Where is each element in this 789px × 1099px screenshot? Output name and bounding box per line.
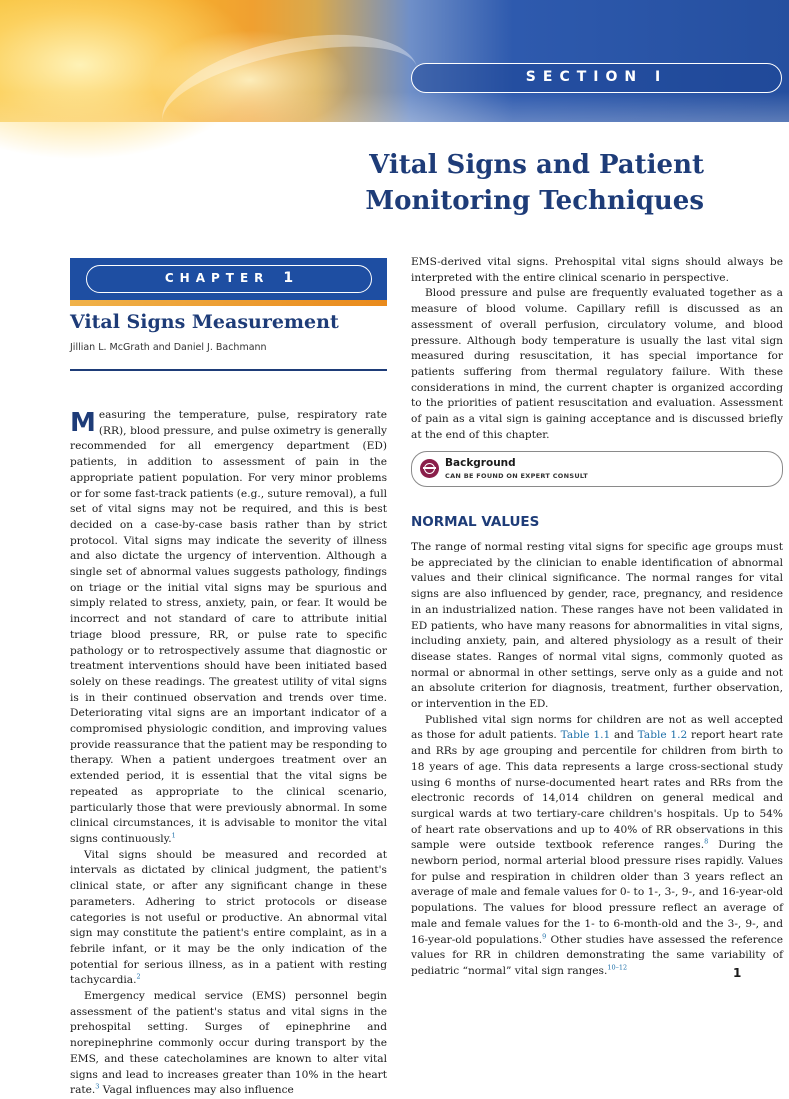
- background-title: Background: [445, 457, 516, 469]
- intro-paragraph: [70, 408, 387, 848]
- paragraph-text: Other studies have assessed the reference values for RR in children demonstrating the same variability of pediatric “normal” vital sign ranges.: [411, 933, 784, 977]
- citation-ref[interactable]: 3: [95, 1082, 100, 1091]
- body-paragraph: [70, 989, 387, 1099]
- normal-values-heading: NORMAL VALUES: [411, 514, 540, 530]
- background-subtitle: CAN BE FOUND ON EXPERT CONSULT: [445, 472, 588, 480]
- body-paragraph: Blood pressure and pulse are frequently evaluated together as a measure of blood volume. Capillary refill is discussed as an assessment of overall perfusion, circulatory volume, and blood pressure. Although body temperature is usually the last vital sign measured during resuscitation, it has special importance for patients suffering from thermal regulatory failure. With these considerations in mind, the current chapter is organized according to the priorities of patient resuscitation and evaluation. Assessment of pain as a vital sign is gaining acceptance and is discussed briefly at the end of this chapter.: [411, 287, 783, 441]
- paragraph-text: and: [610, 729, 638, 742]
- chapter-label-pill: [86, 265, 372, 293]
- section-title-line1: Vital Signs and Patient: [369, 150, 704, 180]
- drop-cap: M: [70, 408, 96, 438]
- right-column-bottom: [411, 540, 783, 980]
- page-number: 1: [733, 966, 742, 980]
- left-column: [70, 408, 387, 1099]
- banner-fade: [0, 92, 789, 122]
- table-link[interactable]: Table 1.2: [637, 729, 688, 742]
- citation-ref[interactable]: 10–12: [607, 963, 628, 972]
- background-callout[interactable]: [411, 451, 783, 487]
- body-paragraph: [70, 848, 387, 989]
- globe-icon: [420, 459, 439, 478]
- table-link[interactable]: Table 1.1: [560, 729, 611, 742]
- citation-ref[interactable]: 1: [171, 831, 176, 840]
- header-banner: [0, 0, 789, 122]
- citation-ref[interactable]: 8: [704, 837, 709, 846]
- chapter-banner-accent: [70, 300, 387, 306]
- paragraph-text: report heart rate and RRs by age grouping and percentile for children from birth to 18 years of age. This data represents a large cross-sectional study using 6 months of nurse-documented heart rates and RRs from the electronic records of 14,014 children on general medical and surgical wards at two tertiary-care children's hospitals. Up to 54% of heart rate observations and up to 40% of RR observations in this sample were outside textbook reference ranges.: [411, 729, 784, 852]
- chapter-banner: [70, 258, 387, 300]
- paragraph-text: Vital signs should be measured and recorded at intervals as dictated by clinical judgment, the patient's clinical state, or after any significant change in these parameters. Adhering to strict protocols or disease categories is not useful or productive. An abnormal vital sign may constitute the patient's entire complaint, as in a febrile infant, or it may be the only indication of the potential for serious illness, as in a patient with resting tachycardia.: [70, 848, 387, 987]
- chapter-rule: [70, 369, 387, 371]
- chapter-number: 1: [283, 270, 294, 286]
- citation-ref[interactable]: 9: [542, 932, 547, 941]
- body-paragraph: EMS-derived vital signs. Prehospital vital signs should always be interpreted with the entire clinical scenario in perspective.: [411, 256, 783, 284]
- citation-ref[interactable]: 2: [136, 972, 141, 981]
- paragraph-text: During the newborn period, normal arterial blood pressure rises rapidly. Values for pulse and respiration in children older than 3 years reflect an average of male and female values for 0- to 1-, 3-, 9-, and 16-year-old populations. The values for blood pressure reflect an average of male and female values for the 1- to 6-month-old and the 3-, 9-, and 16-year-old populations.: [411, 839, 783, 946]
- chapter-title: Vital Signs Measurement: [70, 311, 339, 333]
- section-label: SECTION I: [411, 63, 782, 93]
- paragraph-text: Vagal influences may also influence: [99, 1084, 294, 1097]
- right-column-top: [411, 255, 783, 443]
- paragraph-text: Published vital sign norms for children are not as well accepted as those for adult patients.: [411, 713, 783, 742]
- section-title: [330, 147, 704, 219]
- paragraph-text: Emergency medical service (EMS) personnel begin assessment of the patient's status and vital signs in the prehospital setting. Surges of epinephrine and norepinephrine commonly occur during transport by the EMS, and these catecholamines are known to alter vital signs and lead to increases greater than 10% in the heart rate.: [70, 990, 387, 1097]
- body-paragraph: The range of normal resting vital signs for specific age groups must be appreciated by the clinician to enable identification of abnormal values and their clinical significance. The normal ranges for vital signs are also influenced by gender, race, pregnancy, and residence in an industrialized nation. These ranges have not been validated in ED patients, who have many reasons for abnormalities in vital signs, including anxiety, pain, and altered physiology as a result of their disease states. Ranges of normal vital signs, commonly quoted as normal or abnormal in other settings, serve only as a guide and not an absolute criterion for diagnosis, treatment, further observation, or intervention in the ED.: [411, 541, 783, 711]
- chapter-label: CHAPTER: [164, 271, 270, 285]
- intro-text: easuring the temperature, pulse, respiratory rate (RR), blood pressure, and pulse oximetry is generally recommended for all emergency department (ED) patients, in addition to assessment of pain in the appropriate patient population. For very minor problems or for some fast-track patients (e.g., suture removal), a full set of vital signs may not be required, and this is best decided on a case-by-case basis rather than by strict protocol. Vital signs may indicate the severity of illness and also dictate the urgency of intervention. Although a single set of abnormal values suggests pathology, findings on triage or the initial vital signs may be spurious and simply related to stress, anxiety, pain, or fear. It would be incorrect and not standard of care to attribute initial triage blood pressure, RR, or pulse rate to specific pathology or to retrospectively assume that diagnostic or treatment interventions should have been initiated based solely on these readings. The greatest utility of vital signs is in their continued observation and trends over time. Deteriorating vital signs are an important indicator of a compromised physiologic condition, and improving values provide reassurance that the patient may be responding to therapy. When a patient undergoes treatment over an extended period, it is essential that the vital signs be repeated as appropriate to the clinical scenario, particularly those that were previously abnormal. In some clinical circumstances, it is advisable to monitor the vital signs continuously.: [70, 409, 388, 845]
- body-paragraph: [411, 713, 783, 980]
- chapter-authors: Jillian L. McGrath and Daniel J. Bachmann: [70, 342, 267, 353]
- section-title-line2: Monitoring Techniques: [365, 186, 704, 216]
